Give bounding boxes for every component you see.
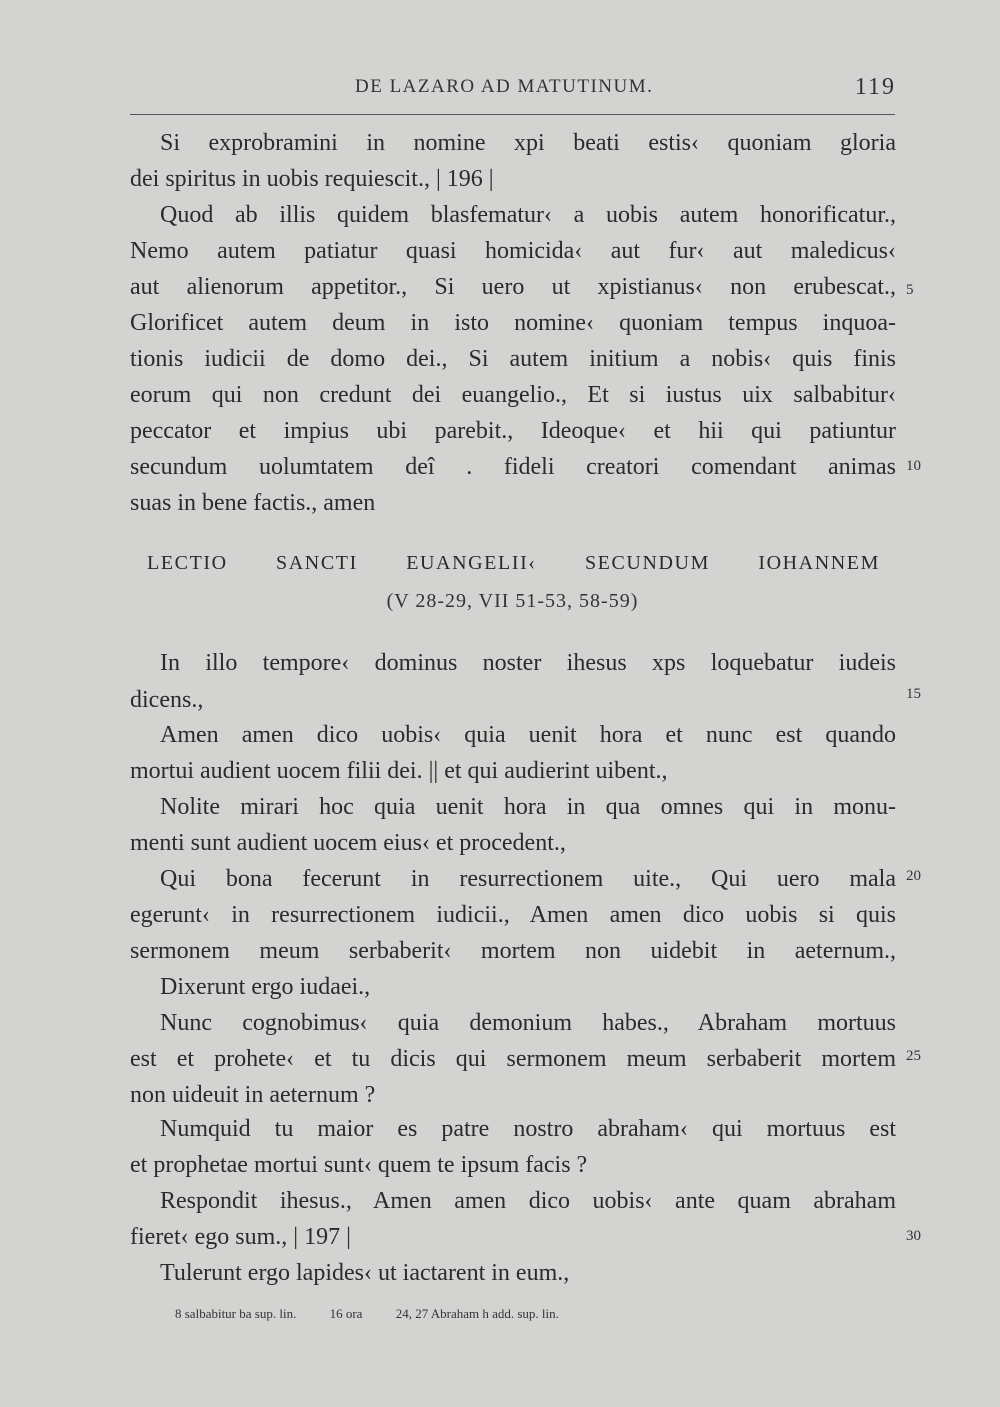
text-line: menti sunt audient uocem eius‹ et procedent.,	[130, 830, 566, 856]
line-number: 10	[906, 458, 921, 474]
text-line: aut alienorum appetitor., Si uero ut xpistianus‹ non erubescat.,	[130, 274, 896, 300]
text-line: dicens.,	[130, 687, 204, 713]
line-number: 5	[906, 282, 914, 298]
header-rule	[130, 114, 895, 115]
text-line: Nunc cognobimus‹ quia demonium habes., Abraham mortuus	[160, 1010, 896, 1036]
line-number: 20	[906, 868, 921, 884]
text-line: tionis iudicii de domo dei., Si autem initium a nobis‹ quis finis	[130, 346, 896, 372]
text-line: est et prohete‹ et tu dicis qui sermonem meum serbaberit mortem	[130, 1046, 896, 1072]
text-line: Respondit ihesus., Amen amen dico uobis‹ ante quam abraham	[160, 1188, 896, 1214]
section-subheading: (V 28-29, VII 51-53, 58-59)	[386, 590, 639, 612]
text-line: Tulerunt ergo lapides‹ ut iactarent in eum.,	[160, 1260, 570, 1286]
footnote: 24, 27 Abraham h add. sup. lin.	[395, 1306, 559, 1321]
running-head	[130, 76, 900, 106]
text-line: Numquid tu maior es patre nostro abraham‹ qui mortuus est	[160, 1116, 896, 1142]
text-line: Amen amen dico uobis‹ quia uenit hora et nunc est quando	[160, 722, 896, 748]
text-line: Nemo autem patiatur quasi homicida‹ aut fur‹ aut maledicus‹	[130, 238, 896, 264]
footnotes	[175, 1306, 589, 1322]
text-line: et prophetae mortui sunt‹ quem te ipsum facis ?	[130, 1152, 588, 1178]
text-line: Dixerunt ergo iudaei.,	[160, 974, 371, 1000]
line-number: 30	[906, 1228, 921, 1244]
text-line: Qui bona fecerunt in resurrectionem uite., Qui uero mala	[160, 866, 896, 892]
text-line: Glorificet autem deum in isto nomine‹ quoniam tempus inquoa-	[130, 310, 896, 336]
text-line: eorum qui non credunt dei euangelio., Et si iustus uix salbabitur‹	[130, 382, 896, 408]
text-line: egerunt‹ in resurrectionem iudicii., Amen amen dico uobis si quis	[130, 902, 896, 928]
section-heading: LECTIO SANCTI EUANGELII‹ SECUNDUM IOHANNEM	[147, 552, 880, 574]
text-line: Quod ab illis quidem blasfematur‹ a uobis autem honorificatur.,	[160, 202, 896, 228]
text-line: dei spiritus in uobis requiescit., | 196 |	[130, 166, 494, 192]
text-line: peccator et impius ubi parebit., Ideoque‹ et hii qui patiuntur	[130, 418, 896, 444]
text-line: secundum uolumtatem deî . fideli creatori comendant animas	[130, 454, 896, 480]
text-line: non uideuit in aeternum ?	[130, 1082, 376, 1108]
text-line: mortui audient uocem filii dei. || et qui audierint uibent.,	[130, 758, 668, 784]
running-title: DE LAZARO AD MATUTINUM.	[355, 76, 654, 97]
text-line: suas in bene factis., amen	[130, 490, 376, 516]
text-line: Nolite mirari hoc quia uenit hora in qua omnes qui in monu-	[160, 794, 896, 820]
text-line: Si exprobramini in nomine xpi beati estis‹ quoniam gloria	[160, 130, 896, 156]
footnote: 8 salbabitur ba sup. lin.	[175, 1306, 297, 1321]
page-number: 119	[854, 74, 896, 100]
line-number: 25	[906, 1048, 921, 1064]
text-line: fieret‹ ego sum., | 197 |	[130, 1224, 351, 1250]
text-line: sermonem meum serbaberit‹ mortem non uidebit in aeternum.,	[130, 938, 896, 964]
footnote: 16 ora	[329, 1306, 363, 1321]
line-number: 15	[906, 686, 921, 702]
text-line: In illo tempore‹ dominus noster ihesus xps loquebatur iudeis	[160, 650, 896, 676]
